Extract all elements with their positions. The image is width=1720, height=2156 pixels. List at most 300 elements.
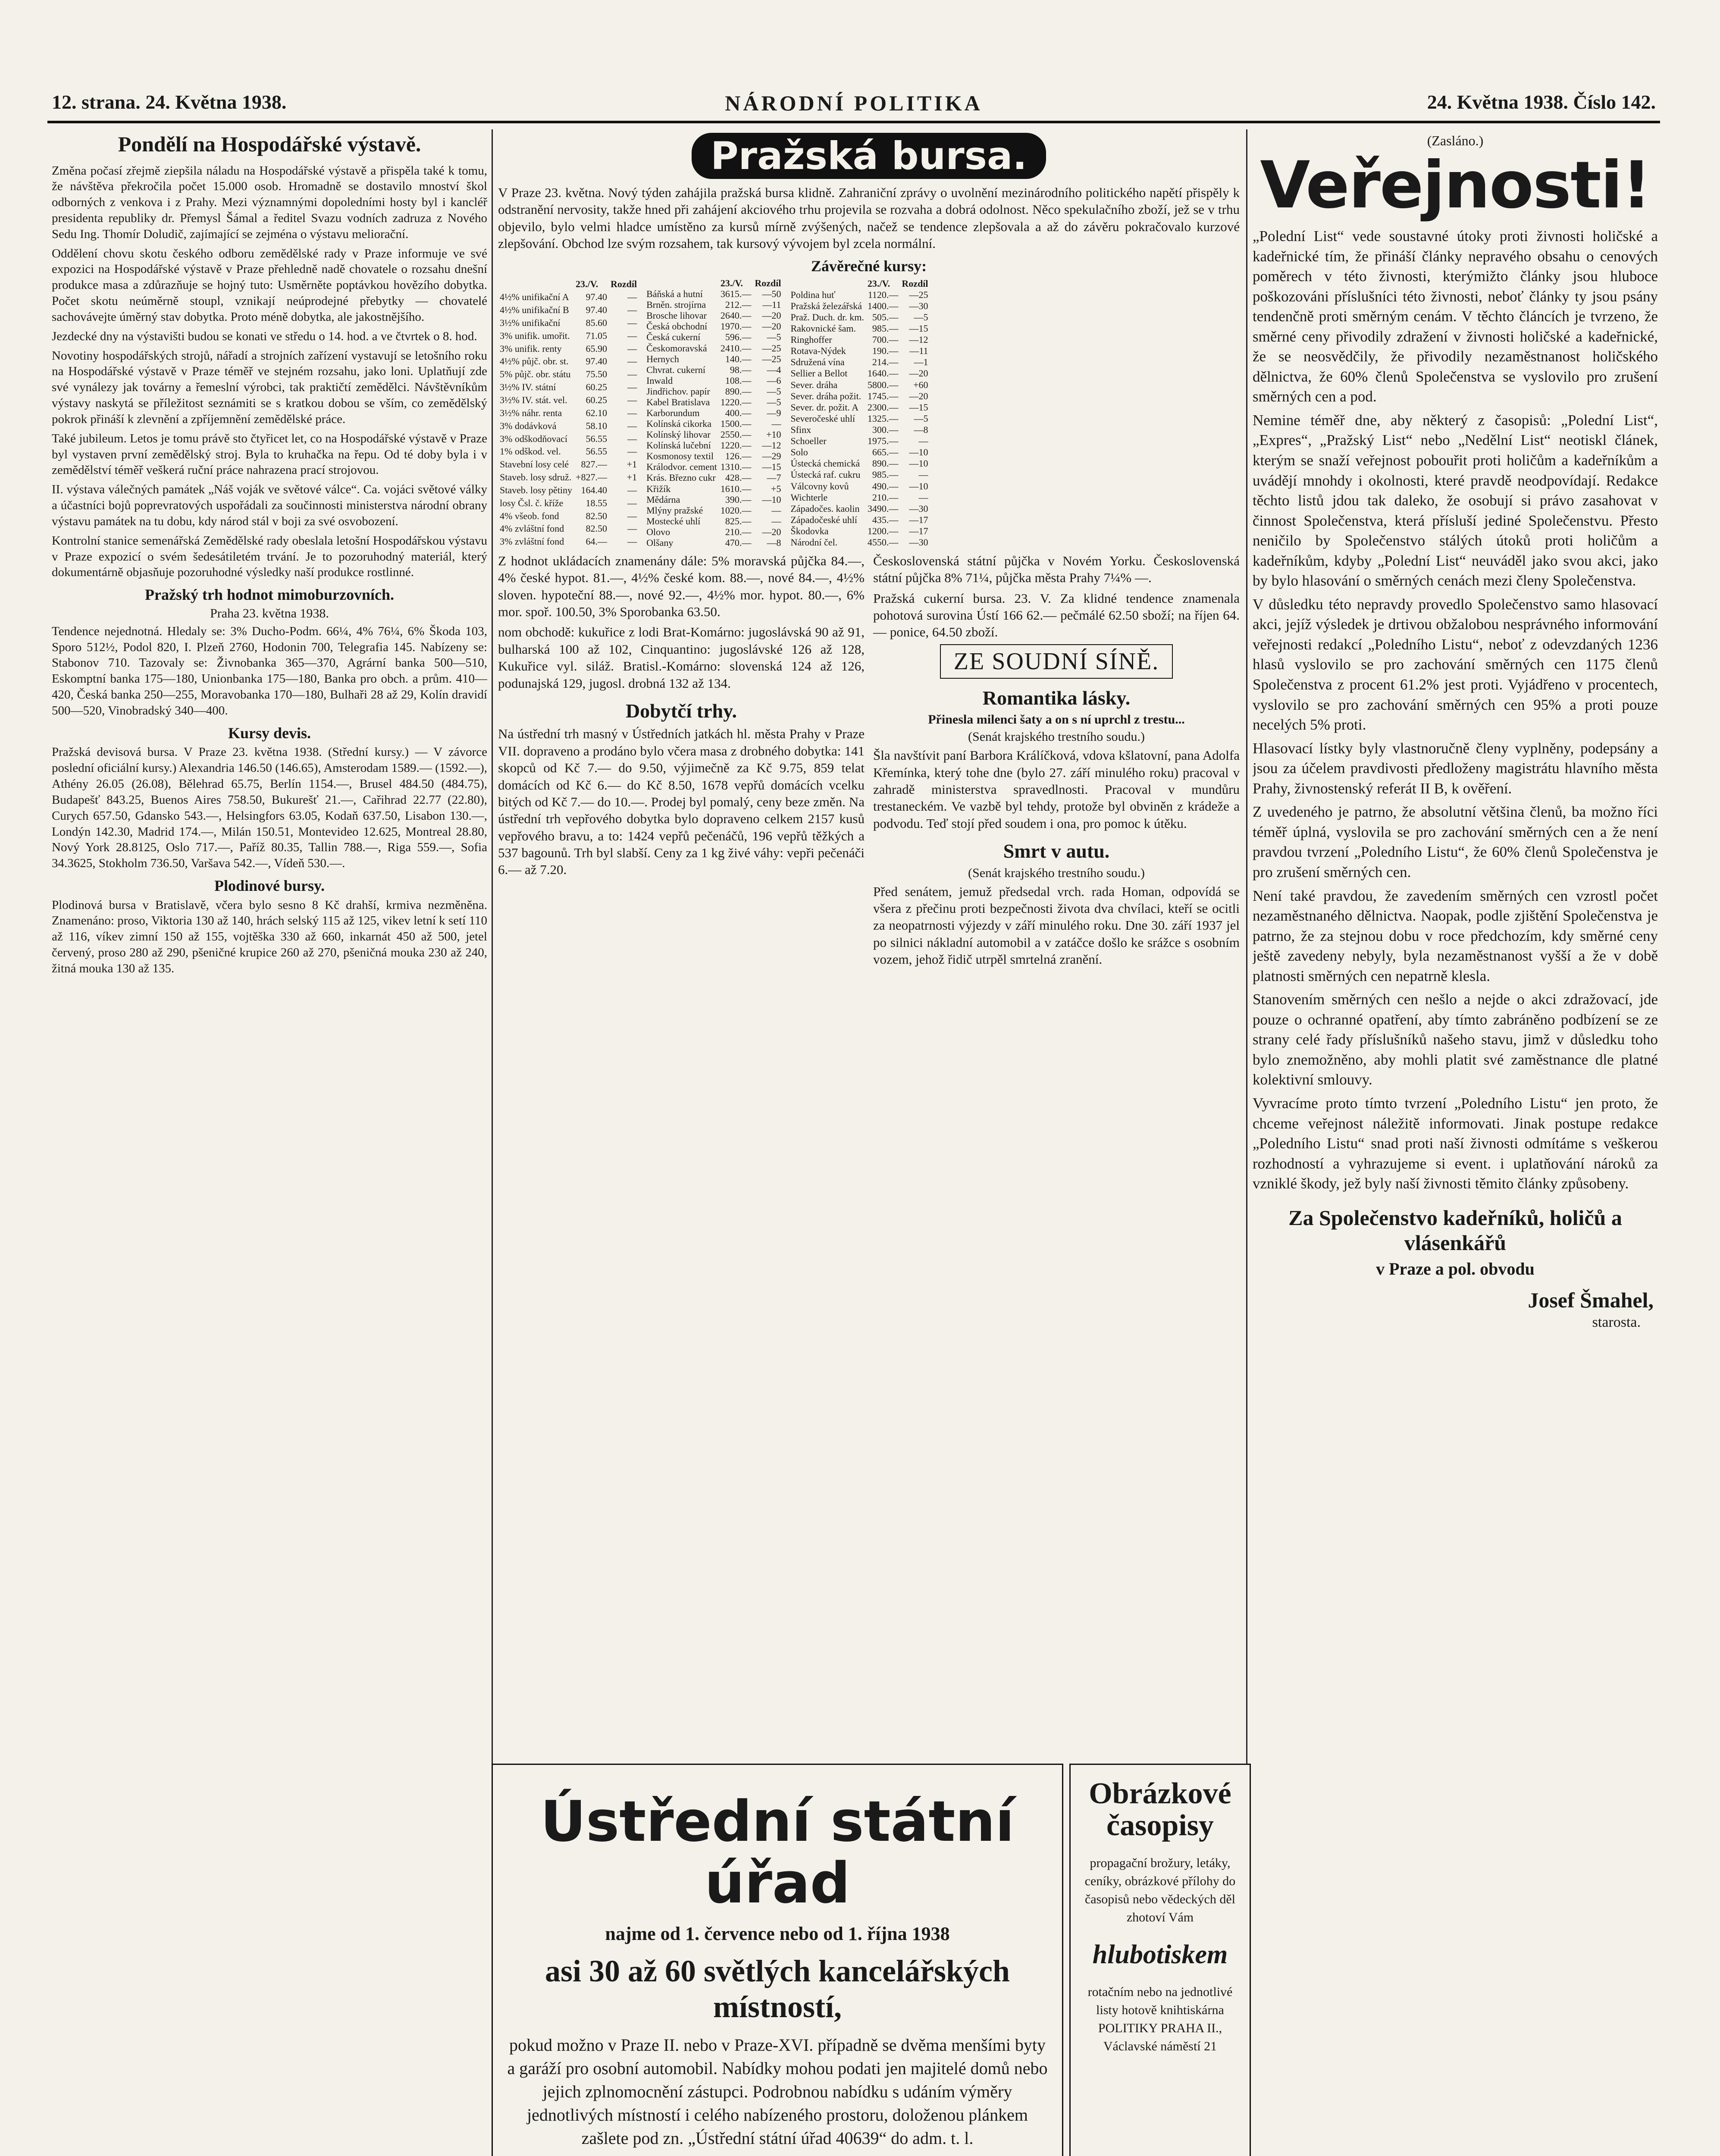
table-cell: 62.10 xyxy=(586,407,607,418)
table-row xyxy=(645,440,783,451)
table-cell: —20 xyxy=(762,310,781,321)
table-cell: 3% dodávková xyxy=(500,420,557,431)
table-cell: Olovo xyxy=(646,526,670,537)
table-cell: —10 xyxy=(762,494,781,505)
table-cell: Inwald xyxy=(646,375,673,386)
table-cell: — xyxy=(627,497,637,508)
issue-number: 24. Května 1938. Číslo 142. xyxy=(1427,91,1656,113)
table-cell: 56.55 xyxy=(586,446,607,457)
section-title: Kursy devis. xyxy=(228,724,311,742)
table-row xyxy=(645,472,783,483)
table-cell: losy Čsl. č. kříže xyxy=(500,497,564,508)
table-cell: 56.55 xyxy=(586,433,607,444)
table-cell: 1500.— xyxy=(720,418,752,429)
table-row xyxy=(789,525,930,536)
table-cell: —20 xyxy=(909,390,928,401)
article-paragraph: Změna počasí zřejmě ziepšila náladu na Hospodářské výstavě a přispěla také k tomu, že návštěva překročila počet 15.000 osob. Hromadně se dostavilo mnoství škol odborných z venkova i z Prahy. Mezi významnými dopoledními hosty byl i kancléř presidenta republiky dr. Přemysl Šámal a ředitel Svazu vodních zadruza z Nového Sedu Ing. Thomír Doludič, zajímající se zejména o výstavu meliorační. xyxy=(52,163,487,241)
table-cell: 1310.— xyxy=(720,461,752,473)
table-cell: Mědárna xyxy=(646,494,680,505)
article-paragraph: V důsledku této nepravdy provedlo Společenstvo samo hlasovací akci, jejíž výsledek je drtivou obžalobou nesprávného informování veřejnosti redakcí „Poledního Listu“, neboť z odevzdaných 1236 hlasů vyslovilo se pro zachování směrných cen 1175 členů Společenstva z procent 61.2% jest proti. Vyjádřeno v procentech, vyslovilo se pro zachování směrných cen 95% a proti pouze necelých 5% proti. xyxy=(1253,595,1658,733)
table-cell: 3½% IV. stát. vel. xyxy=(500,395,567,405)
table-row xyxy=(645,407,783,418)
table-row xyxy=(789,323,930,334)
table-cell: 428.— xyxy=(725,472,752,483)
table-header-row xyxy=(498,278,639,291)
table-row xyxy=(645,375,783,386)
article-paragraph: Hlasovací lístky byly vlastnoručně členy vyplněny, podepsány a jsou za účelem pravdivosti předloženy magistrátu hlavního města Prahy, živnostenský referát II B, k ověření. xyxy=(1253,740,1658,797)
article-paragraph: Pražská cukerní bursa. 23. V. Za klidné tendence znamenala pohotová surovina Ústí 166 62.— pečmálé 62.50 sboží; na říjen 64.— ponice, 64.50 zboží. xyxy=(873,590,1240,640)
table-cell: 164.40 xyxy=(581,484,607,495)
table-cell: —15 xyxy=(909,401,928,413)
table-cell: —50 xyxy=(762,288,781,300)
table-cell: 2640.— xyxy=(720,310,752,321)
table-cell: 1% odškod. vel. xyxy=(500,446,561,457)
table-cell: Hernych xyxy=(646,353,679,364)
table-cell: —8 xyxy=(767,537,781,548)
table-cell: Poldina huť xyxy=(790,289,836,300)
table-cell: —5 xyxy=(767,385,781,397)
article-paragraph: V Praze 23. května. Nový týden zahájila pražská bursa klidně. Zahraniční zprávy o uvolnění mezinárodního politického napětí přispěly k odstranění nervosity, takže hned při zahájení akciového trhu projevila se rozvaha a dobrá odolnost. Něco spekulačního zboží, jež se v trhu objevilo, bylo velmi hladce umístěno za kursů mírně zvýšených, načež se tendence zlepšovala a až do závěru pokračovalo kurzové zlepšování. Obchod lze svým rozsahem, tak kursový vývojem byl zcela normální. xyxy=(498,185,1240,251)
ad-highlight: hlubotiskem xyxy=(1092,1940,1228,1969)
table-cell: 108.— xyxy=(725,375,752,386)
article-paragraph: Z hodnot ukládacích znamenány dále: 5% moravská půjčka 84.—, 4% české hypot. 81.—, 4½% české kom. 88.—, nové 84.—, 4½% sloven. hypoteční 88.—, nové 92.—, 4½% mor. hypot. 80.—, 6% mor. spoř. 100.50, 3% Sporobanka 63.50. xyxy=(498,553,865,620)
table-cell: 4½% půjč. obr. st. xyxy=(500,356,569,367)
table-cell: +5 xyxy=(771,483,781,494)
table-cell: 300.— xyxy=(872,424,899,435)
table-cell: Chvrat. cukerní xyxy=(646,364,705,375)
table-cell: — xyxy=(627,536,637,547)
table-row xyxy=(498,317,639,329)
table-row xyxy=(498,496,639,509)
table-cell: —12 xyxy=(762,440,781,451)
table-cell: 60.25 xyxy=(586,382,607,393)
bursa-heading: Pražská bursa. xyxy=(498,133,1240,179)
ad-line: asi 30 až 60 světlých kancelářských místností, xyxy=(545,1954,1010,2024)
table-cell: Českomoravská xyxy=(646,342,707,354)
signature-name: Josef Šmahel, xyxy=(1528,1288,1654,1312)
table-cell: —6 xyxy=(767,375,781,386)
table-cell: —5 xyxy=(914,413,928,424)
table-row xyxy=(498,406,639,419)
article-paragraph: nom obchodě: kukuřice z lodi Brat-Komárno: jugoslávská 90 až 91, bulharská 100 až 102, Cinquantino: jugoslávské 126 až 128, Kukuřice vyl. siláž. Bratisl.-Komárno: slovenská 124 až 126, podunajská 129, jugosl. drobná 132 až 134. xyxy=(498,624,865,691)
table-cell: —17 xyxy=(909,525,928,536)
table-cell: Jindřichov. papír xyxy=(646,385,710,397)
zaslano-label: (Zasláno.) xyxy=(1427,133,1484,148)
table-row xyxy=(645,429,783,440)
table-cell: Praž. Duch. dr. km. xyxy=(790,311,864,323)
table-cell: 75.50 xyxy=(586,369,607,380)
article-paragraph: Československá státní půjčka v Novém Yorku. Československá státní půjčka 8% 71¼, půjčka města Prahy 7¼% —. xyxy=(873,553,1240,586)
table-cell: 985.— xyxy=(872,323,899,334)
table-row xyxy=(498,522,639,535)
table-cell: 2410.— xyxy=(720,342,752,354)
table-cell: 890.— xyxy=(725,385,752,397)
table-cell: Kolínský lihovar xyxy=(646,429,711,440)
table-cell: Schoeller xyxy=(790,436,827,447)
table-cell: 3½% IV. státní xyxy=(500,382,556,393)
article-paragraph: Pražská devisová bursa. V Praze 23. května 1938. (Střední kursy.) — V závorce poslední oficiální kursy.) Alexandria 146.50 (146.65), Amsterodam 1589.— (1592.—), Athény 26.05 (26.08), Bělehrad 65.75, Berlín 1154.—, Brusel 484.50 (484.75), Budapešť 843.25, Buenos Aires 758.50, Bukurešť 21.—, Cařihrad 22.77 (22.80), Curych 657.50, Gdansko 543.—, Helsingfors 63.05, Kodaň 637.50, Lisabon 130.—, Londýn 142.30, Madrid 174.—, Milán 150.51, Montevideo 12.625, Montreal 28.80, Nový York 28.8125, Oslo 717.—, Paříž 80.35, Tallin 788.—, Riga 559.—, Sofia 34.3625, Stokholm 736.50, Varšava 542.—, Vídeň 530.—. xyxy=(52,745,487,871)
stock-table xyxy=(645,278,783,548)
column-right xyxy=(1253,129,1658,2156)
table-header-cell: 23./V. xyxy=(867,278,890,289)
court-section-banner: ZE SOUDNÍ SÍNĚ. xyxy=(940,644,1173,679)
table-cell: —11 xyxy=(762,299,781,310)
table-cell: 985.— xyxy=(872,469,899,480)
table-row xyxy=(498,471,639,484)
table-cell: — xyxy=(627,330,637,341)
table-row xyxy=(498,445,639,458)
newspaper-title: NÁRODNÍ POLITIKA xyxy=(725,91,983,115)
article-paragraph: Na ústřední trh masný v Ústředních jatkách hl. města Prahy v Praze VII. dopraveno a prodáno bylo včera masa z drobného dobytka: 141 skopců od Kč 7.— do 9.50, výjimečně za Kč 9.75, 859 telat domácích od Kč 6.— do Kč 8.50, 1678 vepřů domácích vcelku bitých od Kč 7.— do 10.—. Prodej byl pomalý, ceny beze změn. Na ústřední trh vepřového dobytka bylo dopraveno celkem 2157 kusů vepřového bravu, a to: 1424 vepřů pečenáčů, 196 vepřů těžkých a 537 bagounů. Trh byl slabší. Ceny za 1 kg živé váhy: vepři pečenáči 6.— až 7.20. xyxy=(498,726,865,877)
table-cell: —7 xyxy=(767,472,781,483)
article-paragraph: Vyvracíme proto tímto tvrzení „Poledního Listu“ jen proto, že chceme veřejnost náležitě informovati. Jinak postupe redakce „Poledního Listu“ snad proti naší živnosti odmítáme s veškerou rozhodností a vyhrazujeme si event. i uplatňování nároků za vzniklé škody, jež byly naší živnosti těmito články způsobeny. xyxy=(1253,1094,1658,1192)
ad-body: propagační brožury, letáky, ceníky, obrázkové přílohy do časopisů nebo vědeckých děl zhotoví Vám xyxy=(1084,1856,1236,1924)
article-paragraph: Před senátem, jemuž předsedal vrch. rada Homan, odpovídá se všera z přečinu proti bezpečnosti života dva chvílaci, kteří se ocitli za neopatrnosti výjezdy v září minulého roku. Dne 30. září 1937 jel po silnici nákladní automobil a v zatáčce došlo ke srážce s osobním vozem, jehož řidič utrpěl smrtelná zranění. xyxy=(873,884,1240,967)
table-header-cell: 23./V. xyxy=(720,278,743,289)
table-row xyxy=(498,394,639,407)
table-cell: Sever. dr. požit. A xyxy=(790,401,859,413)
table-cell: —17 xyxy=(909,514,928,525)
table-row xyxy=(645,418,783,429)
table-cell: —5 xyxy=(767,396,781,407)
article-title: Romantika lásky. xyxy=(982,686,1131,709)
table-cell: 3½% unifikační xyxy=(500,317,561,328)
table-cell: 1610.— xyxy=(720,483,752,494)
table-cell: 4½% unifikační A xyxy=(500,291,569,303)
table-row xyxy=(789,300,930,311)
column-middle xyxy=(498,129,1240,1759)
table-cell: Sever. dráha xyxy=(790,379,838,390)
table-cell: 505.— xyxy=(872,311,899,323)
table-header-cell xyxy=(645,278,719,288)
table-row xyxy=(789,311,930,323)
table-cell: —25 xyxy=(762,353,781,364)
table-cell: Ústecká raf. cukru xyxy=(790,469,861,480)
table-row xyxy=(789,357,930,368)
article-paragraph: Tendence nejednotná. Hledaly se: 3% Ducho-Podm. 66¼, 4% 76¼, 6% Škoda 103, Sporo 512½, Podol 820, I. Plzeň 2760, Hodonin 700, Telegrafia 145. Nabízeny se: Stabonov 710. Tazovaly se: Živnobanka 365—370, Agrární banka 500—510, Eskomptní banka 175—180, Unionbanka 175—180, Banka pro obch. a prům. 410—420, Česká banka 250—255, Moravobanka 170—180, Bulhaři 28 až 29, Kolín dravidí 500—520, Vinobradský 340—400. xyxy=(52,624,487,718)
table-cell: Mlýny pražské xyxy=(646,505,703,516)
table-row xyxy=(789,379,930,390)
stock-table xyxy=(498,278,639,548)
table-cell: Sfinx xyxy=(790,424,811,435)
table-cell: — xyxy=(918,436,928,447)
table-cell: — xyxy=(627,484,637,495)
table-header-row xyxy=(645,278,783,288)
table-cell: +827.— xyxy=(576,472,607,483)
table-cell: — xyxy=(627,369,637,380)
section-title: Závěrečné kursy: xyxy=(811,257,927,275)
ad-title: Ústřední státní úřad xyxy=(540,1789,1015,1916)
table-cell: Západočes. kaolin xyxy=(790,503,860,514)
table-row xyxy=(498,304,639,317)
ad-body: rotačním nebo na jednotlivé listy hotově knihtiskárna POLITIKY PRAHA II., Václavské náměstí 21 xyxy=(1087,1985,1233,2053)
table-row xyxy=(645,321,783,332)
table-cell: 4550.— xyxy=(867,537,899,548)
masthead xyxy=(52,91,1656,125)
table-cell: 890.— xyxy=(872,458,899,469)
table-cell: —25 xyxy=(909,289,928,300)
table-cell: Staveb. losy sdruž. xyxy=(500,472,572,483)
table-cell: Olšany xyxy=(646,537,674,548)
table-header-row xyxy=(789,278,930,289)
table-cell: 5800.— xyxy=(867,379,899,390)
table-cell: 58.10 xyxy=(586,420,607,431)
table-cell: Česká obchodní xyxy=(646,321,708,332)
table-cell: Sever. dráha požit. xyxy=(790,390,862,401)
table-row xyxy=(498,291,639,304)
table-cell: Karborundum xyxy=(646,407,700,418)
article-paragraph: Plodinová bursa v Bratislavě, včera bylo sesno 8 Kč drahší, krmiva nezměněna. Znamenáno: proso, Viktoria 130 až 140, hrách selský 115 až 125, vikev letní k setí 110 až 116, víkev zimní 150 až 155, vojtěška 330 až 660, inkarnát 450 až 500, jetel červený, proso 280 až 290, pšeničné krupice 260 až 270, pšeničná mouka 230 až 240, žitná mouka 130 až 135. xyxy=(52,898,487,975)
table-cell: 64.— xyxy=(586,536,607,547)
table-cell: +60 xyxy=(913,379,928,390)
table-cell: — xyxy=(627,304,637,316)
table-cell: — xyxy=(627,407,637,418)
table-cell: 490.— xyxy=(872,480,899,492)
court-label: (Senát krajského trestního soudu.) xyxy=(968,730,1145,744)
table-header-cell xyxy=(498,278,574,291)
article-paragraph: Není také pravdou, že zavedením směrných cen vzrostl počet nezaměstnaného dělnictva. Naopak, podle zjištění Společenstva je patrno, že za stejnou dobu v roce předchozím, kdy směrné ceny ještě zavedeny nebyly, byla nezaměstnanost vyšší a že v době platnosti směrných cen nepatrně klesla. xyxy=(1253,887,1658,984)
table-cell: 435.— xyxy=(872,514,899,525)
table-cell: —20 xyxy=(909,368,928,379)
table-cell: —5 xyxy=(914,311,928,323)
table-cell: 82.50 xyxy=(586,510,607,521)
table-cell: 3490.— xyxy=(867,503,899,514)
table-cell: — xyxy=(771,505,781,516)
table-cell: 665.— xyxy=(872,447,899,458)
table-cell: 3% zvláštní fond xyxy=(500,536,564,547)
table-row xyxy=(498,342,639,355)
table-cell: Západočeské uhlí xyxy=(790,514,858,525)
stock-tables xyxy=(498,278,1240,548)
table-row xyxy=(789,480,930,492)
table-cell: 4% zvláštní fond xyxy=(500,523,564,534)
table-row xyxy=(498,381,639,394)
table-cell: 4½% unifikační B xyxy=(500,304,569,316)
table-cell: Sellier a Bellot xyxy=(790,368,848,379)
table-row xyxy=(789,537,930,548)
table-cell: — xyxy=(627,343,637,354)
table-row xyxy=(789,469,930,480)
table-cell: —8 xyxy=(914,424,928,435)
table-cell: 5% půjč. obr. státu xyxy=(500,369,571,380)
table-row xyxy=(789,436,930,447)
table-row xyxy=(789,390,930,401)
article-paragraph: Stanovením směrných cen nešlo a nejde o akci zdražovací, jde pouze o ochranné opatření, aby tímto zabráněno podbízení se ze strany celé řady příslušníků našeho stavu, jimž v důsledku toho bylo znemožněno, aby mohli platit své zaměstnance dle platné kolektivní smlouvy. xyxy=(1253,991,1658,1088)
table-row xyxy=(498,509,639,522)
article-title: Pondělí na Hospodářské výstavě. xyxy=(118,132,421,156)
ad-line: najme od 1. července nebo od 1. října 1938 xyxy=(605,1923,950,1944)
table-cell: — xyxy=(627,395,637,405)
table-cell: Mostecké uhlí xyxy=(646,515,701,526)
table-cell: — xyxy=(627,382,637,393)
table-header-cell: 23./V. xyxy=(576,279,598,290)
table-header-cell: Rozdíl xyxy=(902,278,928,289)
table-row xyxy=(645,461,783,472)
table-cell: —29 xyxy=(762,451,781,462)
table-header-cell: Rozdíl xyxy=(610,279,637,290)
table-cell: —10 xyxy=(909,458,928,469)
ad-office-rental xyxy=(492,1764,1063,2156)
section-title: Pražský trh hodnot mimoburzovních. xyxy=(144,586,395,604)
table-cell: Krás. Březno cukr xyxy=(646,472,716,483)
table-cell: 214.— xyxy=(872,357,899,368)
table-row xyxy=(789,289,930,300)
signature-org: Za Společenstvo kadeřníků, holičů a vlásenkářů xyxy=(1288,1205,1622,1255)
table-cell: Rotava-Nýdek xyxy=(790,345,846,357)
table-cell: — xyxy=(627,523,637,534)
column-left xyxy=(52,129,487,2156)
table-row xyxy=(498,484,639,497)
table-cell: +1 xyxy=(627,472,637,483)
table-cell: Válcovny kovů xyxy=(790,480,849,492)
table-cell: 596.— xyxy=(725,332,752,343)
table-row xyxy=(498,419,639,432)
table-row xyxy=(645,451,783,461)
section-title: Plodinové bursy. xyxy=(214,877,325,894)
table-cell: Stavební losy celé xyxy=(500,459,569,470)
table-row xyxy=(789,492,930,503)
table-cell: 1325.— xyxy=(867,413,899,424)
signature-org-sub: v Praze a pol. obvodu xyxy=(1376,1259,1535,1279)
table-cell: Křižík xyxy=(646,483,671,494)
court-label: (Senát krajského trestního soudu.) xyxy=(968,865,1145,880)
table-cell: 2550.— xyxy=(720,429,752,440)
article-subtitle: Přinesla milenci šaty a on s ní uprchl z trestu... xyxy=(928,712,1185,727)
table-cell: Ústecká chemická xyxy=(790,458,860,469)
table-cell: Brosche lihovar xyxy=(646,310,707,321)
stock-table xyxy=(789,278,930,548)
table-cell: 210.— xyxy=(725,526,752,537)
table-cell: 82.50 xyxy=(586,523,607,534)
table-row xyxy=(645,505,783,516)
table-row xyxy=(789,447,930,458)
table-cell: Česká cukerní xyxy=(646,332,701,343)
section-title: Dobytčí trhy. xyxy=(625,699,737,722)
table-row xyxy=(789,503,930,514)
table-cell: Staveb. losy pětiny xyxy=(500,484,573,495)
dateline: Praha 23. května 1938. xyxy=(210,606,329,620)
table-cell: Wichterle xyxy=(790,492,828,503)
table-cell: Kosmonosy textil xyxy=(646,451,714,462)
table-cell: Sdružená vína xyxy=(790,357,845,368)
table-row xyxy=(789,413,930,424)
article-paragraph: „Polední List“ vede soustavné útoky proti živnosti holičské a kadeřnické tím, že přináší články nepravého obsahu o cenových poměrech v této živnosti, kterýmižto články jsou hluboce poškozováni příslušníci této živnosti, neboť články ty jsou psány tendenčně proti směrným cenám. V těchto článcích je tvrzeno, že směrné ceny přivodily zdražení v živnosti holičské a kadeřnické, že se neosvědčily, že přivodily nezaměstnanost holičského dělnictva, že 60% členů Společenstva se vyslovilo pro zrušení směrných cen a pod. xyxy=(1253,228,1658,405)
table-row xyxy=(645,310,783,321)
table-row xyxy=(645,516,783,526)
table-cell: 1200.— xyxy=(867,525,899,536)
table-cell: Rakovnické šam. xyxy=(790,323,856,334)
table-cell: —12 xyxy=(909,334,928,345)
table-row xyxy=(498,329,639,342)
table-cell: —30 xyxy=(909,537,928,548)
table-cell: Králodvor. cement xyxy=(646,461,717,473)
table-cell: 390.— xyxy=(725,494,752,505)
table-cell: 3% odškodňovací xyxy=(500,433,568,444)
article-paragraph: Jezdecké dny na výstavišti budou se konati ve středu o 14. hod. a ve čtvrtek o 8. hod. xyxy=(52,329,477,343)
article-paragraph: Také jubileum. Letos je tomu právě sto čtyřicet let, co na Hospodářské výstavě v Praze byl vystaven první zemědělský stroj. Byla to kruhačka na řepu. Od té doby byla i v zemědělství téměř veškerá ruční práce nahrazena prací strojovou. xyxy=(52,431,487,477)
table-cell: Brněn. strojírna xyxy=(646,299,706,310)
table-header-cell xyxy=(789,278,865,289)
ad-title: Obrázkové časopisy xyxy=(1089,1777,1231,1842)
table-cell: —15 xyxy=(762,461,781,473)
table-cell: 65.90 xyxy=(586,343,607,354)
table-row xyxy=(498,432,639,445)
table-cell: 1745.— xyxy=(867,390,899,401)
table-cell: Ringhoffer xyxy=(790,334,832,345)
table-cell: +10 xyxy=(766,429,781,440)
table-cell: 71.05 xyxy=(586,330,607,341)
table-cell: 97.40 xyxy=(586,304,607,316)
masthead-rule xyxy=(47,121,1660,123)
table-cell: 1220.— xyxy=(720,440,752,451)
table-cell: —11 xyxy=(909,345,928,357)
article-paragraph: Oddělení chovu skotu českého odboru zemědělské rady v Praze informuje ve své expozici na Hospodářské výstavě v Praze přehledně nadě chovatele o rozsahu dnešní produkce masa a zdůrazňuje se hojný tuto: Usměrněte poptávkou hovězího dobytka. Počet skotu neúměrně stoupl, vznikají neúprodejné přebytky — chovatelé sachovávejte úměrný stav dobytka. Proto méně dobytka, ale jakostnějšího. xyxy=(52,246,487,324)
table-cell: — xyxy=(627,356,637,367)
table-row xyxy=(645,354,783,364)
table-cell: 1400.— xyxy=(867,300,899,311)
article-paragraph: II. výstava válečných památek „Náš voják ve světové válce“. Ca. vojáci světové války a účastníci bojů poprevratových uspořádali za součinnosti ministerstva národní obrany výstavu památek na tu dobu, kdy národ stál v boji za své osvobození. xyxy=(52,483,487,528)
table-cell: Severočeské uhlí xyxy=(790,413,855,424)
article-paragraph: Z uvedeného je patrno, že absolutní většina členů, ba možno říci téměř úplná, vyslovila se pro zachování směrných cen a že není pravdou tvrzení „Poledního Listu“, že 60% členů Společenstva je pro zrušení směrných cen. xyxy=(1253,803,1658,881)
table-cell: 1020.— xyxy=(720,505,752,516)
table-cell: 97.40 xyxy=(586,356,607,367)
table-cell: —30 xyxy=(909,300,928,311)
table-cell: +1 xyxy=(627,459,637,470)
table-cell: — xyxy=(771,418,781,429)
table-row xyxy=(645,299,783,310)
table-cell: 140.— xyxy=(725,353,752,364)
table-cell: — xyxy=(771,515,781,526)
table-row xyxy=(645,386,783,397)
table-cell: 2300.— xyxy=(867,401,899,413)
table-cell: —4 xyxy=(767,364,781,375)
table-cell: —25 xyxy=(762,342,781,354)
table-row xyxy=(789,458,930,469)
table-row xyxy=(645,526,783,537)
table-cell: — xyxy=(627,433,637,444)
table-cell: Pražská železářská xyxy=(790,300,862,311)
table-row xyxy=(789,368,930,379)
table-row xyxy=(789,401,930,413)
article-title: Smrt v autu. xyxy=(1003,840,1110,862)
table-header-cell: Rozdíl xyxy=(755,278,781,289)
table-cell: 470.— xyxy=(725,537,752,548)
table-row xyxy=(645,397,783,407)
table-cell: 700.— xyxy=(872,334,899,345)
table-cell: 400.— xyxy=(725,407,752,418)
table-row xyxy=(645,288,783,299)
article-paragraph: Nemine téměř dne, aby některý z časopisů: „Polední List“, „Expres“, „Pražský List“ nebo „Nedělní List“ neotiskl článek, kterým se snaží veřejnost pobouřit proti holičům a kadeřníkům a uvádějí mnohdy i okolnosti, které pravdě neodpovídají. Redakce těchto listů jdou tak daleko, že osobují si právo zasahovat v činnost Společenstva, která přísluší jediné Společenstvu. Přesto neničilo by Společenstvo stálých útoků proti holičům a kadeřníkům, kdyby „Polední List“ neuváděl jako svou akci, jako by bylo hlasování o směrných cenách mezi členy Společenstva. xyxy=(1253,411,1658,589)
article-paragraph: Kontrolní stanice semenářská Zemědělské rady obeslala letošní Hospodářskou výstavu v Praze expozicí o svém šedesátiletém trvání. Je to pozoruhodný materiál, který dokumentárně objasňuje pozoruhodné výsledky naší produkce rostlinné. xyxy=(52,533,487,580)
table-cell: 18.55 xyxy=(586,497,607,508)
table-cell: 3½% náhr. renta xyxy=(500,407,562,418)
signature-role: starosta. xyxy=(1592,1314,1641,1330)
table-cell: —15 xyxy=(909,323,928,334)
table-cell: Kolínská cikorka xyxy=(646,418,711,429)
table-cell: Kabel Bratislava xyxy=(646,396,710,407)
table-cell: —1 xyxy=(914,357,928,368)
table-cell: Báňská a hutní xyxy=(646,288,703,300)
table-row xyxy=(789,334,930,345)
table-cell: —9 xyxy=(767,407,781,418)
table-cell: 85.60 xyxy=(586,317,607,328)
ad-printing xyxy=(1069,1764,1251,2156)
table-row xyxy=(789,345,930,357)
table-cell: Kolínská lučební xyxy=(646,440,711,451)
table-cell: 4% všeob. fond xyxy=(500,510,559,521)
table-cell: — xyxy=(627,446,637,457)
table-cell: — xyxy=(918,469,928,480)
